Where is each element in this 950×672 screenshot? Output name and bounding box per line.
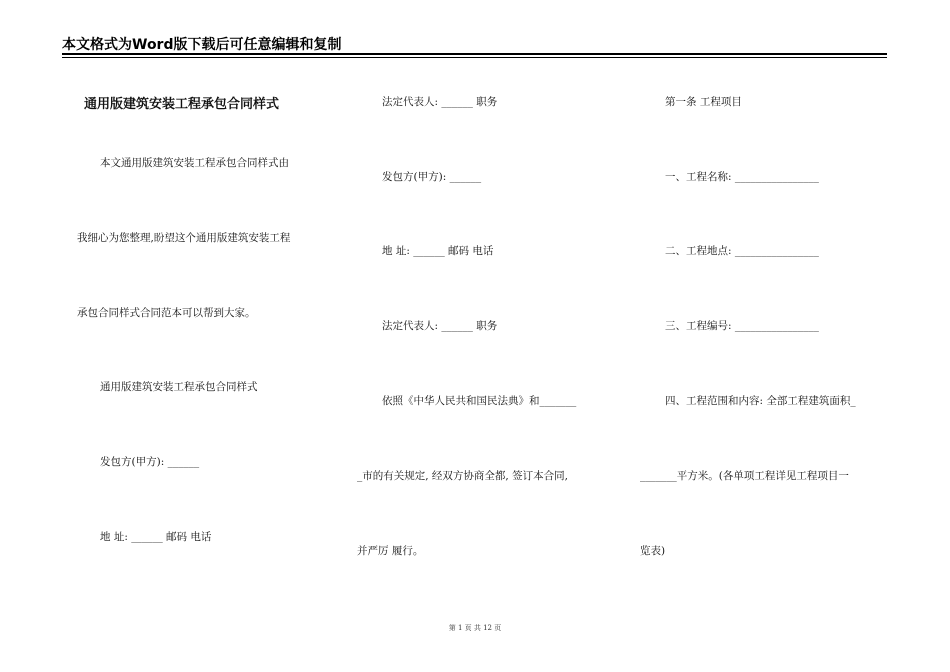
col2-line-4: 法定代表人: ______ 职务: [382, 320, 498, 332]
header-rule-thin: [62, 57, 887, 58]
col1-line-3: 承包合同样式合同范本可以帮到大家。: [77, 307, 256, 319]
col3-line-7: 览表): [640, 545, 666, 557]
col3-line-1: 第一条 工程项目: [665, 96, 742, 108]
col1-line-4: 通用版建筑安装工程承包合同样式: [100, 381, 258, 393]
page-footer: 第 1 页 共 12 页: [448, 624, 502, 632]
col3-line-4: 三、工程编号: ________________: [665, 320, 819, 332]
col3-line-2: 一、工程名称: ________________: [665, 171, 819, 183]
col2-line-3: 地 址: ______ 邮码 电话: [382, 245, 494, 257]
col2-line-5: 依照《中华人民共和国民法典》和_______: [382, 395, 577, 407]
document-title: 通用版建筑安装工程承包合同样式: [84, 97, 280, 112]
col2-line-6: _市的有关规定, 经双方协商全都, 签订本合同,: [357, 470, 568, 482]
col1-line-2: 我细心为您整理,盼望这个通用版建筑安装工程: [77, 232, 291, 244]
col3-line-5: 四、工程范围和内容: 全部工程建筑面积_: [665, 395, 856, 407]
col3-line-3: 二、工程地点: ________________: [665, 245, 819, 257]
col1-line-5: 发包方(甲方): ______: [100, 456, 200, 468]
col2-line-1: 法定代表人: ______ 职务: [382, 96, 498, 108]
col2-line-7: 并严厉 履行。: [357, 545, 424, 557]
col2-line-2: 发包方(甲方): ______: [382, 171, 482, 183]
header-rule-thick: [62, 53, 887, 55]
document-header: 本文格式为Word版下载后可任意编辑和复制: [62, 37, 342, 53]
col1-line-6: 地 址: ______ 邮码 电话: [100, 531, 212, 543]
col3-line-6: _______平方米。(各单项工程详见工程项目一: [640, 470, 849, 482]
col1-line-1: 本文通用版建筑安装工程承包合同样式由: [100, 157, 289, 169]
